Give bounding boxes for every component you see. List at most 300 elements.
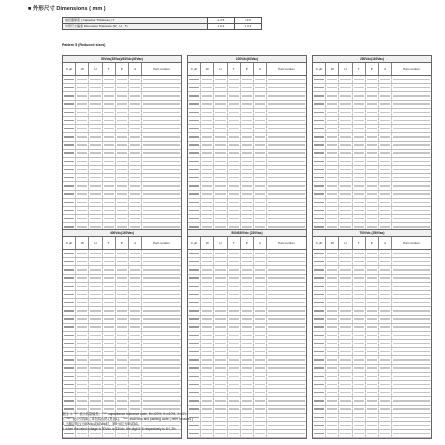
table-row [188,324,306,332]
table-cell [129,324,142,331]
table-cell [254,158,267,165]
table-cell [228,356,241,363]
column-header-part: Part number [403,67,420,71]
table-cell [366,92,379,99]
table-cell [267,381,306,388]
table-row [188,356,306,364]
table-cell [63,117,76,124]
table-cell [241,133,254,140]
table-cell [353,92,366,99]
table-cell [379,332,392,339]
table-cell [142,275,181,282]
table-cell [214,101,227,108]
table-cell [201,125,214,132]
table-cell [116,125,129,132]
table-cell [89,84,102,91]
table-cell [353,158,366,165]
table-row [188,266,306,274]
table-cell [116,133,129,140]
table-cell [241,275,254,282]
table-cell [326,133,339,140]
table-cell [326,316,339,323]
table-cell [366,117,379,124]
table-cell [116,373,129,380]
table-cell [379,348,392,355]
table-cell [89,182,102,189]
table-cell [254,191,267,198]
table-cell [188,142,201,149]
table-cell [379,307,392,314]
table-cell [201,307,214,314]
table-cell [214,299,227,306]
table-cell [339,84,352,91]
table-cell [76,150,89,157]
table-cell [214,332,227,339]
table-cell [313,365,326,372]
table-cell [103,174,116,181]
table-cell [353,397,366,404]
table-cell [313,117,326,124]
table-cell [103,373,116,380]
table-cell [254,340,267,347]
table-cell [89,381,102,388]
column-header-cap: C μF [188,63,201,75]
table-row [188,125,306,133]
table-cell [89,283,102,290]
table-cell [379,92,392,99]
table-cell [313,166,326,173]
table-cell [241,299,254,306]
table-cell [326,406,339,413]
table-row [188,158,306,166]
table-row [188,166,306,174]
table-cell [142,365,181,372]
table-cell [129,389,142,396]
table-row [188,215,306,223]
column-header-part: Part number [403,241,420,245]
table-cell [326,174,339,181]
table-cell [89,389,102,396]
table-cell [188,266,201,273]
table-cell [313,92,326,99]
table-cell [392,332,431,339]
table-cell [254,76,267,83]
table-row [188,258,306,266]
table-cell [228,258,241,265]
table-cell [76,215,89,222]
table-cell [89,299,102,306]
table-cell [214,258,227,265]
table-cell [63,92,76,99]
table-cell [267,365,306,372]
table-cell [254,381,267,388]
table-cell [76,348,89,355]
table-cell [142,307,181,314]
table-cell [313,381,326,388]
table-cell [326,324,339,331]
table-cell [339,142,352,149]
table-cell [129,199,142,206]
table-cell [241,414,254,421]
table-cell [201,389,214,396]
table-cell [89,275,102,282]
table-cell [89,76,102,83]
table-cell [201,381,214,388]
table-cell [228,174,241,181]
table-row [63,158,181,166]
table-row [313,381,431,389]
table-cell [214,422,227,429]
table-row [188,348,306,356]
table-cell [63,275,76,282]
table-cell [89,215,102,222]
table-cell [339,365,352,372]
table-cell [129,356,142,363]
table-cell [188,199,201,206]
table-cell [326,307,339,314]
table-cell [326,166,339,173]
table-cell [379,381,392,388]
table-cell [267,316,306,323]
footnotes [62,412,193,432]
block-header: 250Vdc(160Vac) [313,56,431,63]
table-cell [254,332,267,339]
table-cell [142,166,181,173]
table-cell [392,266,431,273]
table-cell [353,76,366,83]
table-cell [241,142,254,149]
table-cell [129,348,142,355]
table-cell [129,250,142,257]
table-cell [326,150,339,157]
table-cell [201,414,214,421]
table-cell [366,258,379,265]
table-cell [63,182,76,189]
table-cell [379,430,392,437]
table-cell [313,348,326,355]
table-cell [366,150,379,157]
table-row [313,92,431,100]
column-header-cap: C μF [313,63,326,75]
table-cell [353,332,366,339]
table-cell [89,92,102,99]
table-cell [379,373,392,380]
table-cell [103,332,116,339]
table-cell [241,381,254,388]
table-cell [353,182,366,189]
table-cell [379,258,392,265]
table-cell [228,324,241,331]
table-cell [76,365,89,372]
table-cell [353,142,366,149]
table-cell [188,324,201,331]
table-cell [228,316,241,323]
table-cell [326,299,339,306]
table-cell [116,340,129,347]
table-cell [379,142,392,149]
table-cell [103,397,116,404]
table-row [63,125,181,133]
table-cell [267,174,306,181]
table-cell [392,215,431,222]
table-cell [188,332,201,339]
table-cell [142,191,181,198]
table-cell [228,422,241,429]
table-cell [366,397,379,404]
table-cell [379,76,392,83]
table-cell [366,266,379,273]
table-cell [76,250,89,257]
table-row [63,389,181,397]
table-cell [241,250,254,257]
table-cell [241,92,254,99]
table-cell [339,381,352,388]
table-cell [188,348,201,355]
table-cell [366,365,379,372]
table-cell [129,275,142,282]
table-cell [228,150,241,157]
table-cell [142,150,181,157]
table-cell [228,76,241,83]
table-cell [392,182,431,189]
table-cell [201,207,214,214]
table-cell [267,150,306,157]
table-cell [339,291,352,298]
table-cell [254,258,267,265]
table-row [313,324,431,332]
table-cell [353,117,366,124]
table-row [313,283,431,291]
table-cell [228,125,241,132]
table-cell [214,199,227,206]
table-cell [63,84,76,91]
table-cell [392,389,431,396]
table-row [313,397,431,405]
table-cell [228,109,241,116]
table-cell [188,299,201,306]
table-cell [241,397,254,404]
table-cell [201,266,214,273]
table-row [63,332,181,340]
table-cell [241,406,254,413]
table-cell [313,422,326,429]
table-cell [116,109,129,116]
dimension-label: 电容器厚度 ( Capacitor Thickness ) T [63,18,208,24]
table-cell [116,365,129,372]
table-cell [392,291,431,298]
table-cell [241,422,254,429]
table-cell [103,324,116,331]
table-cell [339,422,352,429]
table-cell [228,340,241,347]
table-cell [188,381,201,388]
table-cell [103,307,116,314]
table-cell [392,150,431,157]
table-cell [214,381,227,388]
table-cell [267,199,306,206]
table-cell [353,150,366,157]
table-cell [254,299,267,306]
table-cell [103,109,116,116]
table-cell [254,182,267,189]
table-cell [129,316,142,323]
table-cell [353,340,366,347]
table-cell [129,84,142,91]
table-cell [76,84,89,91]
table-cell [353,324,366,331]
table-cell [241,199,254,206]
table-cell [188,340,201,347]
table-cell [129,166,142,173]
table-row [63,275,181,283]
table-cell [241,340,254,347]
table-cell [241,365,254,372]
table-cell [201,365,214,372]
table-row [63,258,181,266]
table-row [188,92,306,100]
table-cell [142,348,181,355]
table-cell [267,84,306,91]
table-cell [379,250,392,257]
table-cell [366,356,379,363]
dimension-label: 外形尺寸偏差 Dimension Tolerance (W、H、T) [63,24,208,30]
column-header-d: d [379,237,392,249]
table-cell [63,191,76,198]
table-cell [339,307,352,314]
table-cell [116,191,129,198]
table-cell [254,414,267,421]
table-cell [267,158,306,165]
table-cell [142,389,181,396]
table-cell [241,389,254,396]
table-cell [228,182,241,189]
table-cell [339,316,352,323]
table-cell [241,258,254,265]
table-cell [326,340,339,347]
table-cell [254,125,267,132]
table-cell [116,174,129,181]
table-cell [353,430,366,437]
table-cell [103,258,116,265]
table-cell [254,199,267,206]
table-row [188,133,306,141]
table-cell [339,299,352,306]
table-cell [326,125,339,132]
table-cell [366,84,379,91]
table-row [63,166,181,174]
table-cell [392,430,431,437]
table-cell [76,92,89,99]
table-cell [267,142,306,149]
table-cell [201,109,214,116]
table-cell [339,266,352,273]
table-row [63,150,181,158]
table-cell [339,174,352,181]
table-cell [339,133,352,140]
table-cell [241,215,254,222]
table-cell [241,307,254,314]
table-cell [366,389,379,396]
table-row [313,150,431,158]
table-cell [63,332,76,339]
table-cell [188,133,201,140]
table-cell [326,215,339,222]
table-cell [392,125,431,132]
table-cell [116,150,129,157]
table-cell [76,397,89,404]
table-cell [241,101,254,108]
table-cell [63,101,76,108]
table-cell [353,174,366,181]
table-cell [76,307,89,314]
table-cell [366,158,379,165]
table-row [188,84,306,92]
column-header-p: P [366,237,379,249]
table-cell [326,158,339,165]
table-cell [241,430,254,437]
table-cell [63,316,76,323]
table-cell [129,101,142,108]
table-cell [326,332,339,339]
table-cell [313,182,326,189]
table-cell [116,215,129,222]
table-cell [267,76,306,83]
table-cell [339,150,352,157]
table-cell [103,182,116,189]
table-cell [76,389,89,396]
table-cell [254,207,267,214]
table-cell [76,266,89,273]
table-row [313,406,431,414]
table-cell [76,299,89,306]
table-cell [326,275,339,282]
table-cell [116,307,129,314]
table-cell [89,142,102,149]
table-cell [392,275,431,282]
table-cell [339,92,352,99]
table-cell [129,76,142,83]
table-row [313,430,431,438]
table-row [188,109,306,117]
table-cell [214,291,227,298]
table-cell [129,291,142,298]
table-cell [76,158,89,165]
table-cell [267,332,306,339]
table-cell [142,299,181,306]
table-cell [379,182,392,189]
table-cell [254,250,267,257]
table-cell [392,133,431,140]
table-cell [89,133,102,140]
column-header-h: H [214,237,227,249]
table-cell [379,117,392,124]
block-header: 500/630Vdc (220Vac) [188,230,306,237]
table-cell [76,199,89,206]
table-cell [313,150,326,157]
table-cell [89,266,102,273]
table-cell [188,389,201,396]
table-row [63,133,181,141]
column-header-part: Part number [278,67,295,71]
table-cell [267,215,306,222]
table-cell [241,150,254,157]
table-cell [313,414,326,421]
table-cell [116,283,129,290]
table-cell [254,166,267,173]
table-cell [142,207,181,214]
table-cell [103,76,116,83]
table-cell [214,174,227,181]
